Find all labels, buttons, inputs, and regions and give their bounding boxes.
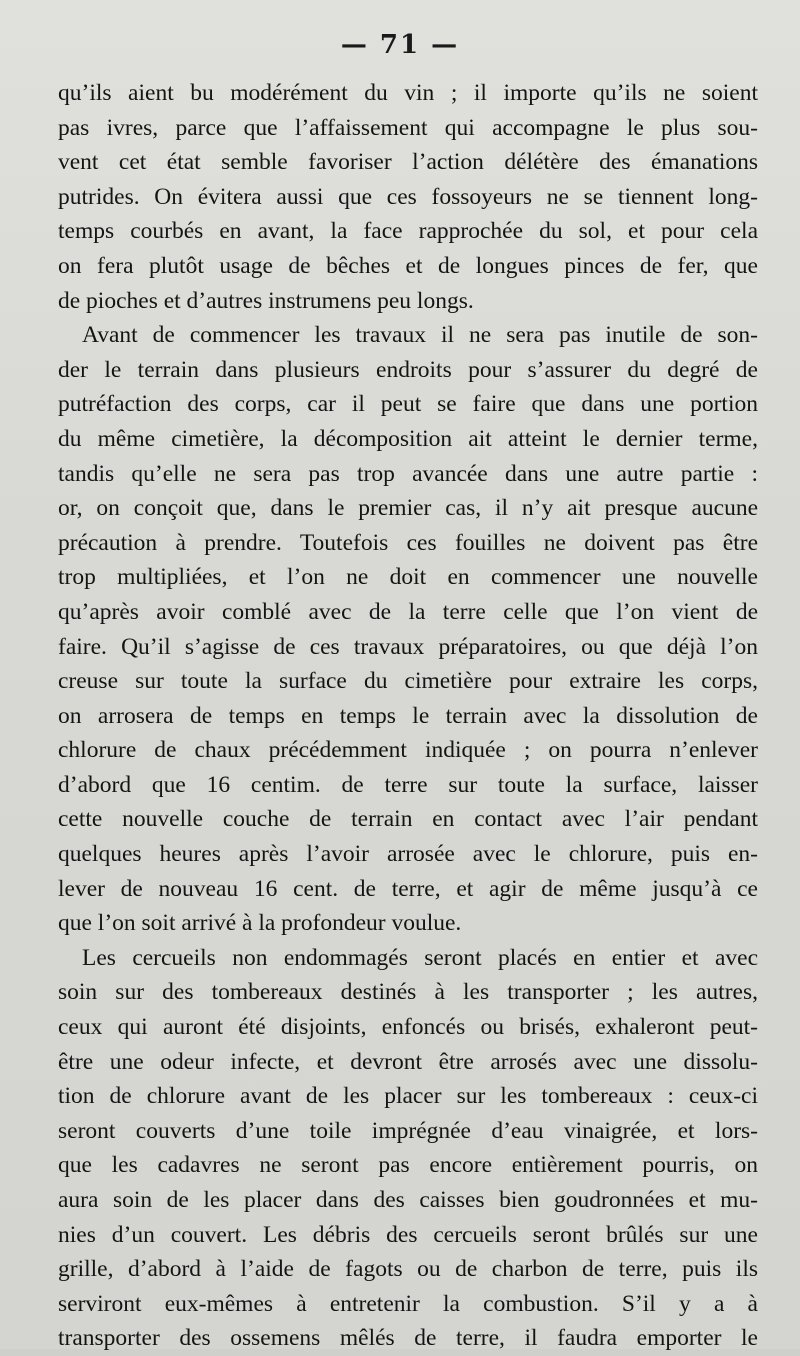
text-line: chlorure de chaux précédemment indiquée ; on pourra n’enlever [58,737,758,764]
text-line: faire. Qu’il s’agisse de ces travaux préparatoires, ou que déjà l’on [58,633,758,660]
text-line: transporter des ossemens mêlés de terre, il faudra emporter le [58,1325,758,1352]
text-line: soin sur des tombereaux destinés à les transporter ; les autres, [58,979,758,1006]
text-line: du même cimetière, la décomposition ait atteint le dernier terme, [58,425,758,452]
text-line: précaution à prendre. Toutefois ces fouilles ne doivent pas être [58,529,758,556]
text-line: d’abord que 16 centim. de terre sur toute la surface, laisser [58,771,758,798]
text-line: Les cercueils non endommagés seront placés en entier et avec [82,944,758,971]
text-line: tion de chlorure avant de les placer sur les tombereaux : ceux-ci [58,1083,758,1110]
text-line: vent cet état semble favoriser l’action délétère des émanations [58,149,758,176]
text-line: putréfaction des corps, car il peut se faire que dans une portion [58,391,758,418]
text-line: que l’on soit arrivé à la profondeur voulue. [58,910,462,937]
text-line: qu’ils aient bu modérément du vin ; il importe qu’ils ne soient [58,80,758,106]
text-line: on arrosera de temps en temps le terrain avec la dissolution de [58,702,758,729]
text-line: être une odeur infecte, et devront être arrosés avec une dissolu- [58,1048,758,1075]
text-line: temps courbés en avant, la face rapprochée du sol, et pour cela [58,218,758,245]
body-text [58,76,758,1356]
text-line: seront couverts d’une toile imprégnée d’eau vinaigrée, et lors- [58,1117,758,1144]
text-line: nies d’un couvert. Les débris des cercueils seront brûlés sur une [58,1221,758,1248]
text-line: aura soin de les placer dans des caisses bien goudronnées et mu- [58,1187,758,1213]
text-line: ceux qui auront été disjoints, enfoncés ou brisés, exhaleront peut- [58,1014,758,1041]
text-line: cette nouvelle couche de terrain en contact avec l’air pendant [58,806,758,833]
text-line: pas ivres, parce que l’affaissement qui accompagne le plus sou- [58,114,758,141]
text-line: serviront eux-mêmes à entretenir la combustion. S’il y a à [58,1290,758,1317]
text-line: quelques heures après l’avoir arrosée avec le chlorure, puis en- [58,841,758,868]
text-line: Avant de commencer les travaux il ne sera pas inutile de son- [82,322,758,349]
text-line: que les cadavres ne seront pas encore entièrement pourris, on [58,1152,758,1179]
text-line: grille, d’abord à l’aide de fagots ou de charbon de terre, puis ils [58,1256,758,1283]
text-line: qu’après avoir comblé avec de la terre celle que l’on vient de [58,598,758,625]
text-line: der le terrain dans plusieurs endroits pour s’assurer du degré de [58,356,758,383]
text-line: tandis qu’elle ne sera pas trop avancée dans une autre partie : [58,460,758,487]
text-line: creuse sur toute la surface du cimetière pour extraire les corps, [58,668,758,695]
text-line: or, on conçoit que, dans le premier cas, il n’y ait presque aucune [58,495,758,522]
text-line: trop multipliées, et l’on ne doit en commencer une nouvelle [58,564,758,591]
text-line: on fera plutôt usage de bêches et de longues pinces de fer, que [58,252,758,279]
text-line: de pioches et d’autres instrumens peu longs. [58,287,474,314]
page-number: — 71 — [340,30,460,60]
text-line: putrides. On évitera aussi que ces fossoyeurs ne se tiennent long- [58,183,758,210]
text-line: lever de nouveau 16 cent. de terre, et agir de même jusqu’à ce [58,875,758,902]
